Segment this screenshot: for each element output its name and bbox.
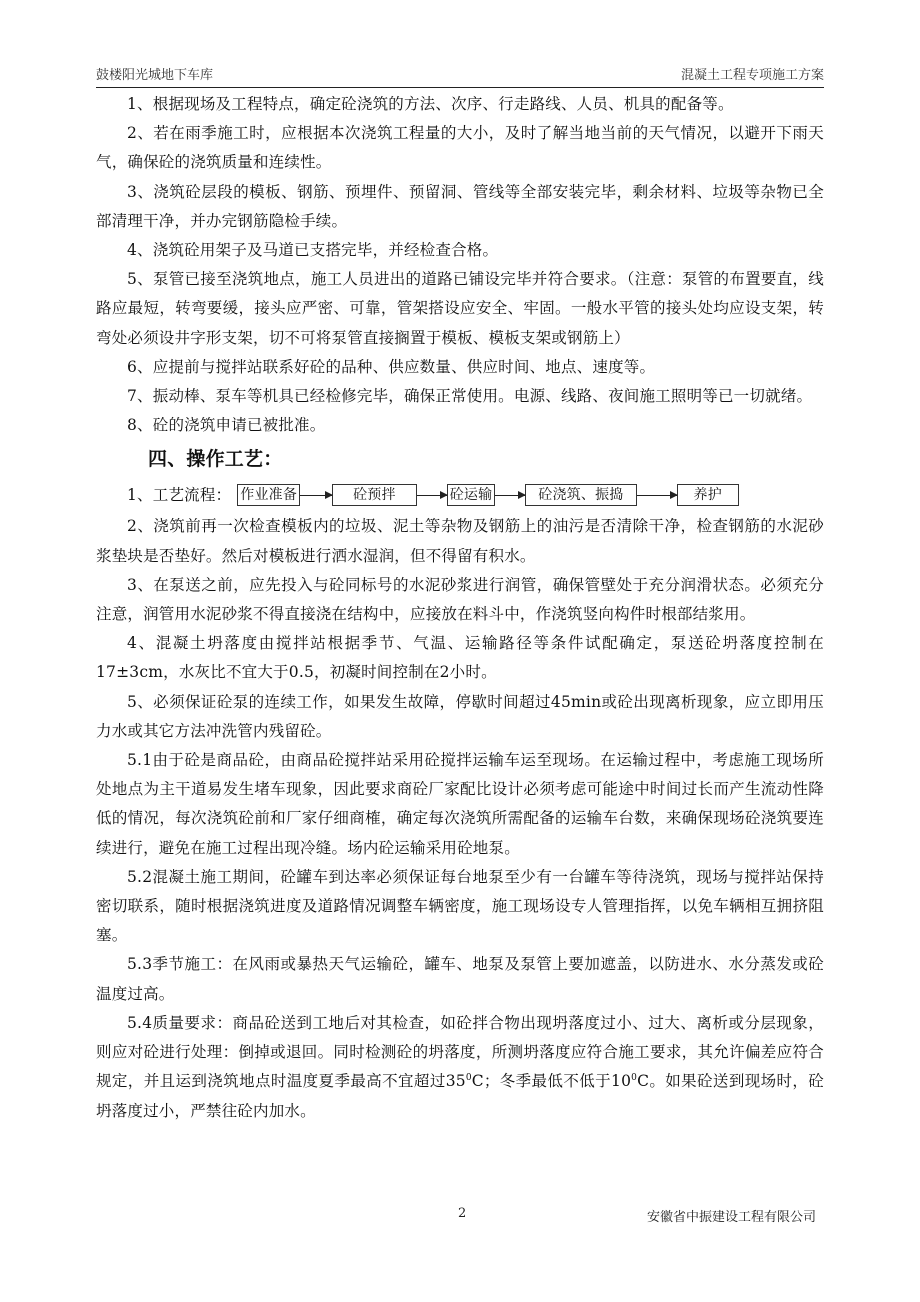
paragraph: 5、泵管已接至浇筑地点，施工人员进出的道路已铺设完毕并符合要求。（注意：泵管的布置要直，线路应最短，转弯要缓，接头应严密、可靠，管架搭设应安全、牢固。一般水平管的接头处均应设支架，转弯处必须设井字形支架，切不可将泵管直接搁置于模板、模板支架或钢筋上） xyxy=(96,270,824,347)
header-project-name: 鼓楼阳光城地下车库 xyxy=(96,68,214,83)
text-run: C；冬季最低不低于10 xyxy=(471,1072,632,1091)
flow-step: 作业准备 xyxy=(237,484,300,506)
flow-arrow-icon xyxy=(637,495,677,496)
footer-company-name: 安徽省中振建设工程有限公司 xyxy=(646,1210,816,1225)
paragraph: 1、根据现场及工程特点，确定砼浇筑的方法、次序、行走路线、人员、机具的配备等。 xyxy=(127,95,734,113)
superscript: 0 xyxy=(465,1073,472,1084)
paragraph: 8、砼的浇筑申请已被批准。 xyxy=(127,416,326,435)
superscript: 0 xyxy=(631,1073,638,1084)
flow-arrow-icon xyxy=(417,495,447,496)
page-footer xyxy=(96,1206,824,1226)
text-run: 5.4质量要求：商品砼送到工地后对其检查，如砼拌合物出现坍落度过小、过大、离析或分层现象，则应对砼进行处理：倒掉或退回。同时检测砼的坍落度，所测坍落度应符合施工要求，其允许偏差应符合规定，并且运到浇筑地点时温度夏季最高不宜超过35 xyxy=(96,1013,824,1091)
paragraph: 5、必须保证砼泵的连续工作，如果发生故障，停歇时间超过45min或砼出现离析现象，应立即用压力水或其它方法冲洗管内残留砼。 xyxy=(96,692,824,740)
paragraph: 6、应提前与搅拌站联系好砼的品种、供应数量、供应时间、地点、速度等。 xyxy=(127,357,656,376)
paragraph: 3、在泵送之前，应先投入与砼同标号的水泥砂浆进行润管，确保管壁处于充分润滑状态。必须充分注意，润管用水泥砂浆不得直接浇在结构中，应接放在料斗中，作浇筑竖向构件时根部结浆用。 xyxy=(96,575,824,624)
text-run: C。如果砼送到现场时，砼坍落度过小，严禁往砼内加水。 xyxy=(96,1072,824,1120)
section-heading: 四、操作工艺： xyxy=(148,448,283,471)
process-flow-label: 1、工艺流程： xyxy=(127,485,232,504)
flow-step: 砼运输 xyxy=(447,484,496,506)
document-body xyxy=(96,90,824,1126)
paragraph-quality-requirements xyxy=(96,1009,824,1126)
header-document-title: 混凝土工程专项施工方案 xyxy=(680,68,824,83)
paragraph: 4、浇筑砼用架子及马道已支搭完毕，并经检查合格。 xyxy=(127,241,499,260)
flow-step: 砼预拌 xyxy=(332,484,417,506)
paragraph: 5.2混凝土施工期间，砼罐车到达率必须保证每台地泵至少有一台罐车等待浇筑，现场与搅拌站保持密切联系，随时根据浇筑进度及道路情况调整车辆密度，施工现场设专人管理指挥，以免车辆相互拥挤阻塞。 xyxy=(96,867,824,945)
process-flow-row xyxy=(96,478,824,512)
flow-step: 砼浇筑、振捣 xyxy=(525,484,636,506)
paragraph: 3、浇筑砼层段的模板、钢筋、预埋件、预留洞、管线等全部安装完毕，剩余材料、垃圾等杂物已全部清理干净，并办完钢筋隐检手续。 xyxy=(96,182,824,230)
paragraph: 4、混凝土坍落度由搅拌站根据季节、气温、运输路径等条件试配确定，泵送砼坍落度控制在17±3cm，水灰比不宜大于0.5，初凝时间控制在2小时。 xyxy=(96,634,824,682)
paragraph: 5.3季节施工：在风雨或暴热天气运输砼，罐车、地泵及泵管上要加遮盖，以防进水、水分蒸发或砼温度过高。 xyxy=(96,955,824,1003)
flow-step: 养护 xyxy=(677,484,739,506)
process-flow-diagram xyxy=(237,484,739,506)
page-number: 2 xyxy=(458,1206,467,1221)
page-header xyxy=(96,64,824,88)
paragraph: 7、振动棒、泵车等机具已经检修完毕，确保正常使用。电源、线路、夜间施工照明等已一切就绪。 xyxy=(127,387,813,406)
flow-arrow-icon xyxy=(495,495,525,496)
paragraph: 2、若在雨季施工时，应根据本次浇筑工程量的大小，及时了解当地当前的天气情况，以避开下雨天气，确保砼的浇筑质量和连续性。 xyxy=(96,124,824,172)
paragraph: 2、浇筑前再一次检查模板内的垃圾、泥土等杂物及钢筋上的油污是否清除干净，检查钢筋的水泥砂浆垫块是否垫好。然后对模板进行洒水湿润，但不得留有积水。 xyxy=(96,517,824,565)
paragraph: 5.1由于砼是商品砼，由商品砼搅拌站采用砼搅拌运输车运至现场。在运输过程中，考虑施工现场所处地点为主干道易发生堵车现象，因此要求商砼厂家配比设计必须考虑可能途中时间过长而产生流动性降低的情况，每次浇筑砼前和厂家仔细商榷，确定每次浇筑所需配备的运输车台数，来确保现场砼浇筑要连续进行，避免在施工过程出现冷缝。场内砼运输采用砼地泵。 xyxy=(96,751,824,857)
flow-arrow-icon xyxy=(300,495,332,496)
